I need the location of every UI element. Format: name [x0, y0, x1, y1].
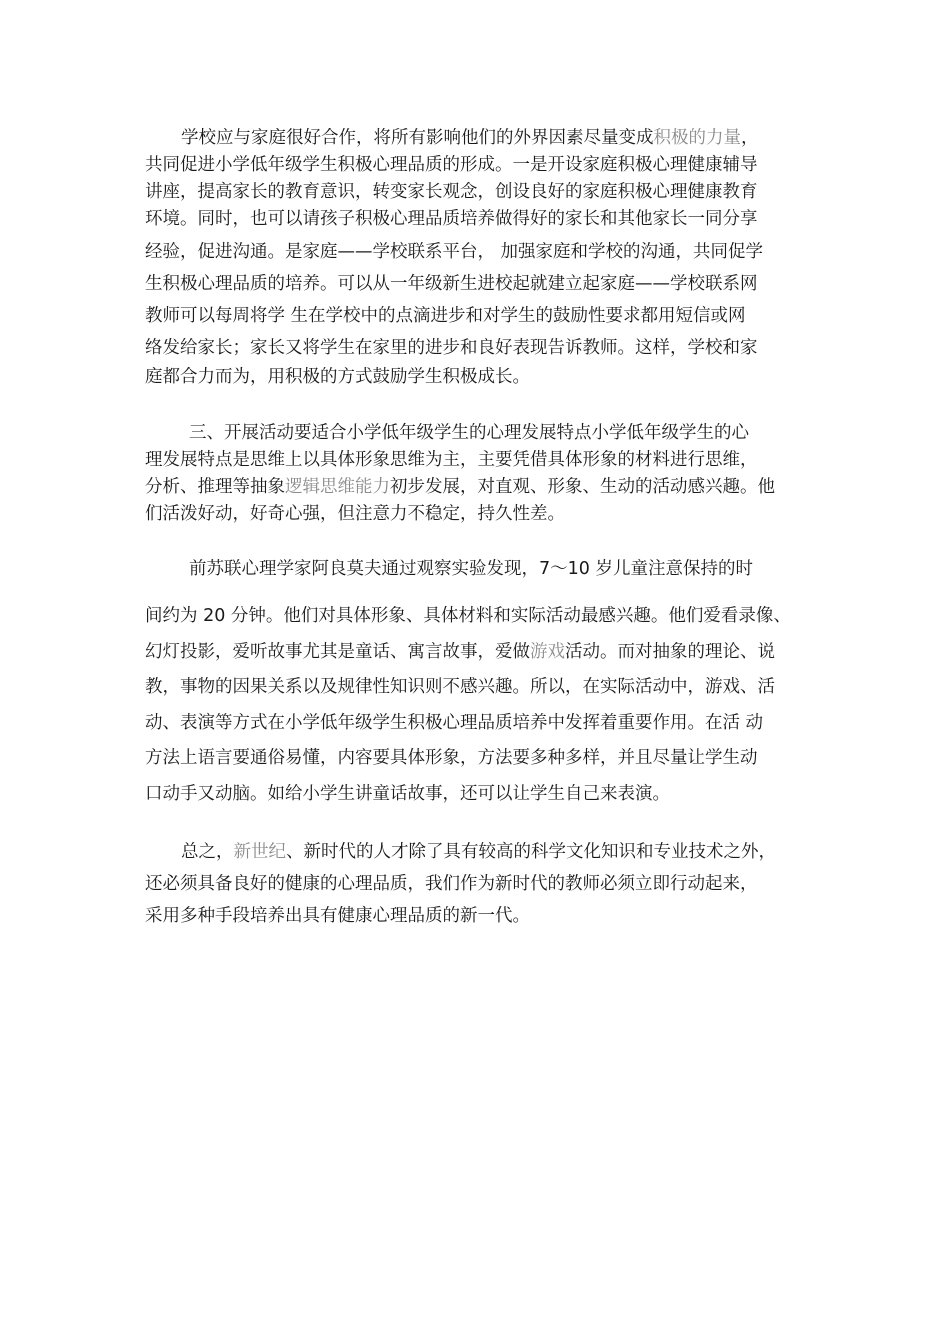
text-span: 初步发展，对直观、形象、生动的活动感兴趣。他 [390, 477, 775, 497]
text-span: 学校应与家庭很好合作，将所有影响他们的外界因素尽量变成 [181, 128, 654, 148]
text-line: 理发展特点是思维上以具体形象思维为主，主要凭借具体形象的材料进行思维， [145, 450, 758, 470]
text-line [145, 125, 815, 152]
paragraph-activity-characteristics [145, 420, 815, 528]
hyperlink-new-century[interactable]: 新世纪 [233, 842, 286, 862]
text-line: 教，事物的因果关系以及规律性知识则不感兴趣。所以，在实际活动中，游戏、活 [145, 677, 775, 697]
text-span: 总之， [181, 842, 234, 862]
text-line: 生积极心理品质的培养。可以从一年级新生进校起就建立起家庭——学校联系网 [145, 274, 758, 294]
text-line: 口动手又动脑。如给小学生讲童话故事，还可以让学生自己来表演。 [145, 783, 670, 804]
text-line: 共同促进小学低年级学生积极心理品质的形成。一是开设家庭积极心理健康辅导 [145, 155, 758, 175]
text-span: 幻灯投影，爱听故事尤其是童话、寓言故事，爱做 [145, 641, 530, 662]
paragraph-conclusion [145, 836, 815, 932]
text-span: 、新时代的人才除了具有较高的科学文化知识和专业技术之外， [286, 842, 776, 862]
text-span: 分析、推理等抽象 [145, 477, 285, 497]
text-line [145, 474, 815, 501]
text-line: 庭都合力而为，用积极的方式鼓励学生积极成长。 [145, 367, 530, 387]
hyperlink-positive-force[interactable]: 积极的力量 [653, 128, 741, 148]
paragraph-home-school-cooperation [145, 125, 815, 391]
text-line: 们活泼好动，好奇心强，但注意力不稳定，持久性差。 [145, 504, 565, 524]
hyperlink-logical-thinking[interactable]: 逻辑思维能力 [285, 477, 390, 497]
text-line [145, 836, 815, 868]
text-line: 采用多种手段培养出具有健康心理品质的新一代。 [145, 906, 530, 926]
text-line [145, 635, 815, 671]
text-line: 环境。同时，也可以请孩子积极心理品质培养做得好的家长和其他家长一同分享 [145, 209, 758, 229]
text-line: 三、开展活动要适合小学低年级学生的心理发展特点小学低年级学生的心 [189, 423, 749, 443]
text-line: 间约为 20 分钟。他们对具体形象、具体材料和实际活动最感兴趣。他们爱看录像、 [145, 606, 791, 626]
text-line: 络发给家长；家长又将学生在家里的进步和良好表现告诉教师。这样，学校和家 [145, 338, 758, 358]
text-line: 经验，促进沟通。是家庭——学校联系平台， 加强家庭和学校的沟通，共同促学 [145, 242, 764, 262]
text-line: 方法上语言要通俗易懂，内容要具体形象，方法要多种多样，并且尽量让学生动 [145, 748, 758, 768]
text-line: 讲座，提高家长的教育意识，转变家长观念，创设良好的家庭积极心理健康教育 [145, 182, 758, 202]
text-span: ， [741, 128, 759, 148]
paragraph-attention-span [145, 553, 815, 812]
text-line: 教师可以每周将学 生在学校中的点滴进步和对学生的鼓励性要求都用短信或网 [145, 306, 746, 326]
text-line: 动、表演等方式在小学低年级学生积极心理品质培养中发挥着重要作用。在活 动 [145, 712, 764, 733]
text-line: 前苏联心理学家阿良莫夫通过观察实验发现，7～10 岁儿童注意保持的时 [189, 559, 753, 579]
text-span: 活动。而对抽象的理论、说 [565, 641, 775, 662]
text-line: 还必须具备良好的健康的心理品质，我们作为新时代的教师必须立即行动起来， [145, 874, 758, 894]
hyperlink-games[interactable]: 游戏 [530, 641, 565, 662]
